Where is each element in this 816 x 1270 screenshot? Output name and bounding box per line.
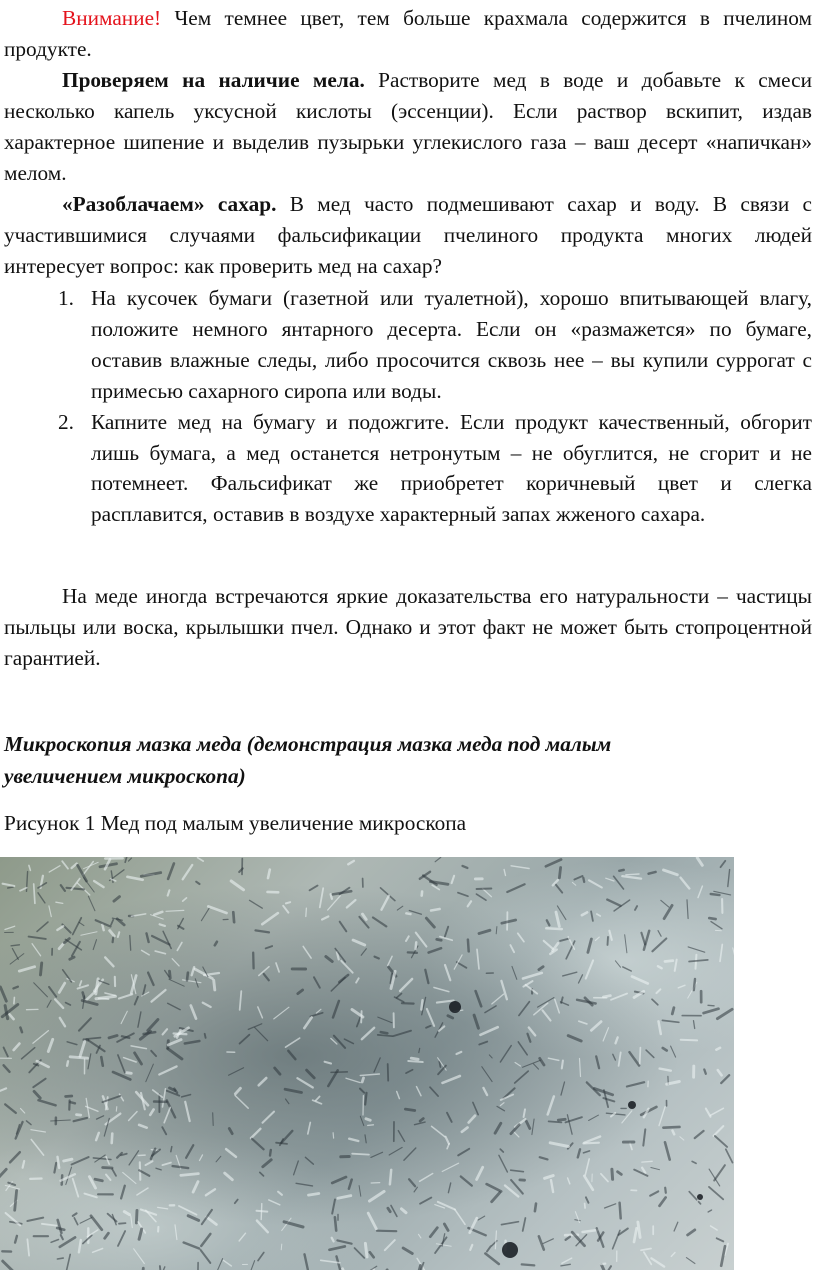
paragraph-chalk-test [4, 65, 812, 189]
figure-caption: Рисунок 1 Мед под малым увеличение микроскопа [4, 811, 467, 835]
paragraph-pollen-note [4, 581, 812, 674]
warning-label: Внимание! [62, 6, 162, 30]
heading-line: Микроскопия мазка меда (демонстрация мазка меда под малым [4, 732, 612, 756]
paragraph-text: В мед часто подмешивают сахар и воду. В связи с участившимися случаями фальсификации пчелиного продукта многих людей интересует вопрос: как проверить мед на сахар? [4, 192, 812, 278]
paragraph-lead: «Разоблачаем» сахар. [62, 192, 277, 216]
heading-line: увеличением микроскопа) [4, 764, 246, 788]
honey-crystals-image [0, 857, 734, 1270]
paragraph-text: Растворите мед в воде и добавьте к смеси несколько капель уксусной кислоты (эссенции). Если раствор вскипит, издав характерное шипение и выделив пузырьки углекислого газа – ваш десерт «напичкан» мелом. [4, 68, 812, 185]
numbered-list [58, 283, 812, 530]
microscope-photo [0, 857, 734, 1270]
section-heading [4, 728, 812, 792]
paragraph-starch-note [4, 3, 812, 65]
paragraph-sugar-test [4, 189, 812, 282]
list-item [58, 283, 812, 407]
paragraph-text: На меде иногда встречаются яркие доказательства его натуральности – частицы пыльцы или воска, крылышки пчел. Однако и этот факт не может быть стопроцентной гарантией. [4, 584, 812, 670]
list-item [58, 407, 812, 531]
list-text: Капните мед на бумагу и подожгите. Если продукт качественный, обгорит лишь бумага, а мед останется нетронутым – не обуглится, не сгорит и не потемнеет. Фальсификат же приобретет коричневый цвет и слегка расплавится, оставив в воздухе характерный запах жженого сахара. [91, 409, 812, 527]
paragraph-lead: Проверяем на наличие мела. [62, 68, 365, 92]
list-number: 2. [58, 409, 74, 434]
list-number: 1. [58, 286, 74, 310]
paragraph-text: Чем темнее цвет, тем больше крахмала содержится в пчелином продукте. [4, 6, 812, 61]
list-text: На кусочек бумаги (газетной или туалетной), хорошо впитывающей влагу, положите немного янтарного десерта. Если он «размажется» по бумаге, оставив влажные следы, либо просочится сквозь нее – вы купили суррогат с примесью сахарного сиропа или воды. [91, 286, 812, 403]
